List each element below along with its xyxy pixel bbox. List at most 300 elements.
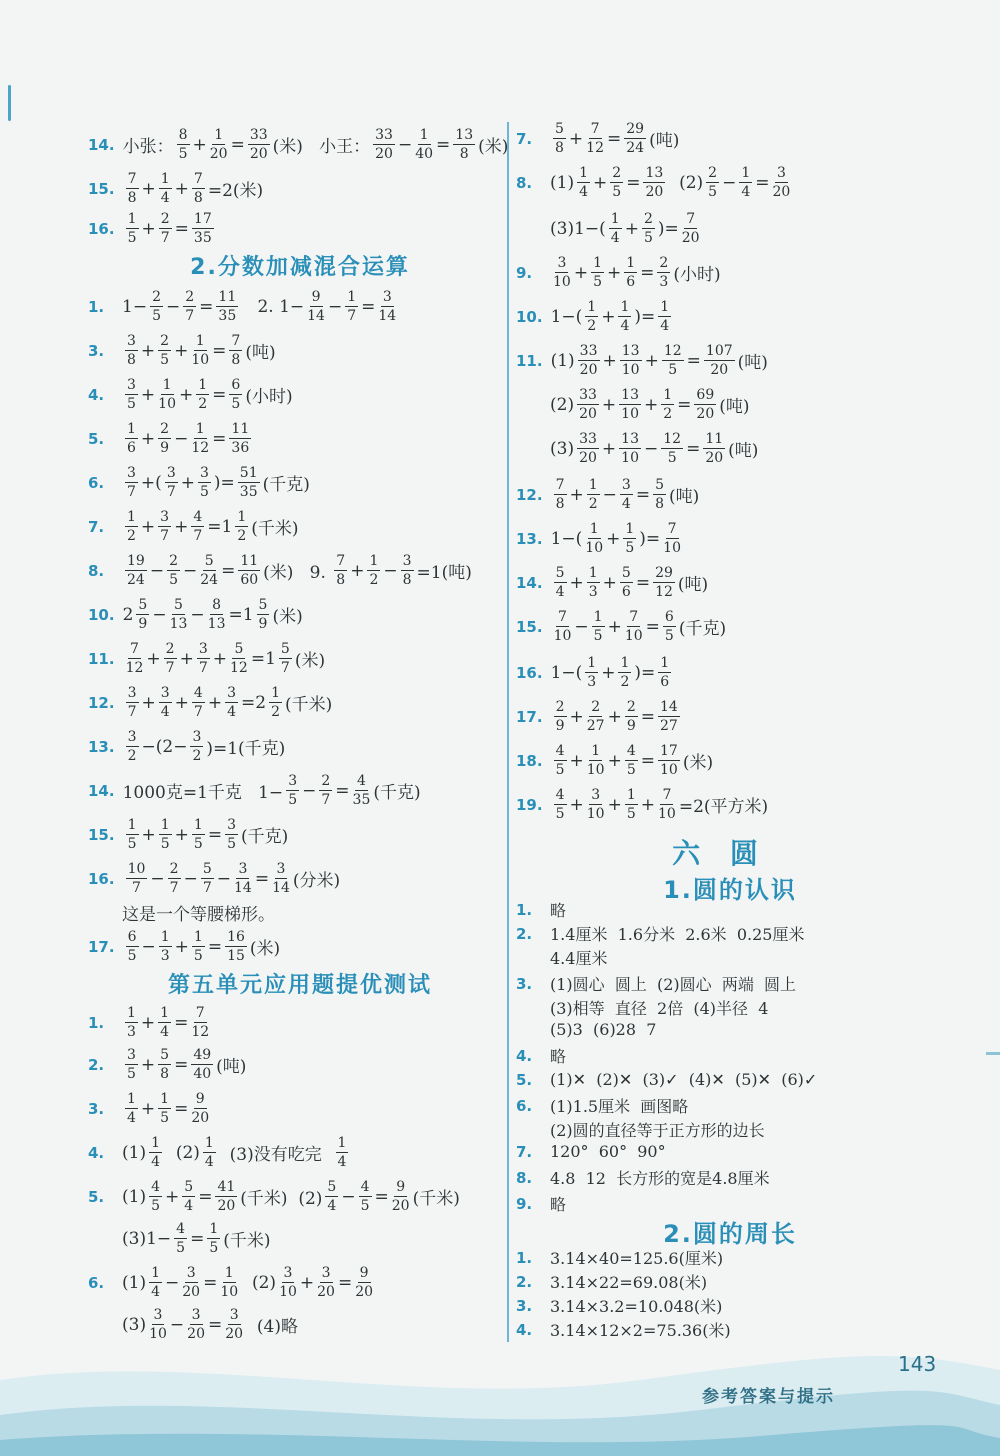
numerator: 4 <box>360 1179 370 1195</box>
answer-item <box>516 1094 688 1117</box>
answer-expression <box>122 290 399 323</box>
numerator: 2 <box>659 255 669 271</box>
answer-expression <box>122 1308 298 1341</box>
answer-item <box>516 744 713 777</box>
fraction <box>149 1308 167 1341</box>
numerator: 5 <box>234 641 244 657</box>
answer-item <box>516 656 674 689</box>
expression-text: (吨) <box>719 397 750 417</box>
denominator: 5 <box>151 1198 161 1214</box>
expression-text: = <box>212 340 227 361</box>
denominator: 4 <box>227 704 237 720</box>
numerator: 2 <box>643 211 653 227</box>
answer-text: 4.4厘米 <box>550 949 608 968</box>
numerator: 33 <box>579 431 597 447</box>
denominator: 35 <box>239 484 258 500</box>
fraction <box>165 466 178 499</box>
fraction <box>703 432 725 465</box>
expression-text: + <box>179 384 194 405</box>
expression-text: (米) <box>272 607 303 627</box>
denominator: 7 <box>198 660 208 676</box>
denominator: 2 <box>588 496 598 512</box>
numerator: 2 <box>612 165 622 181</box>
fraction <box>230 642 248 675</box>
denominator: 10 <box>663 540 681 556</box>
answer-expression <box>551 566 709 599</box>
fraction <box>554 744 567 777</box>
answer-expression <box>550 432 758 465</box>
denominator: 9 <box>258 616 268 632</box>
fraction <box>554 788 567 821</box>
fraction <box>662 344 684 377</box>
item-number: 4. <box>516 1046 533 1065</box>
denominator: 9 <box>555 718 565 734</box>
fraction <box>336 1136 349 1169</box>
expression-text: = <box>199 296 214 317</box>
footer-label: 参考答案与提示 <box>702 1387 835 1407</box>
denominator: 14 <box>234 880 252 896</box>
denominator: 5 <box>160 836 170 852</box>
item-number: 10. <box>88 605 115 624</box>
answer-item <box>88 466 310 499</box>
denominator: 5 <box>178 146 188 162</box>
fraction <box>182 1266 200 1299</box>
expression-text: = <box>361 296 376 317</box>
numerator: 7 <box>195 1005 205 1021</box>
answer-item <box>88 774 421 807</box>
numerator: 1 <box>591 743 601 759</box>
fraction <box>373 128 395 161</box>
expression-text: + <box>601 662 616 683</box>
expression-text: (2) <box>668 172 704 193</box>
item-number: 6. <box>88 473 105 492</box>
expression-text: )= <box>657 218 679 239</box>
expression-text: + <box>140 516 156 537</box>
denominator: 10 <box>621 450 639 466</box>
numerator: 29 <box>655 565 673 581</box>
answer-text: 3.14×3.2=10.048(米) <box>550 1297 723 1316</box>
item-number: 12. <box>516 485 543 504</box>
denominator: 5 <box>152 308 161 324</box>
denominator: 2 <box>587 318 597 334</box>
expression-text: + <box>601 394 617 415</box>
answer-item <box>88 510 299 543</box>
denominator: 10 <box>586 762 605 778</box>
numerator: 1 <box>620 655 630 671</box>
answer-item <box>516 1142 666 1161</box>
expression-text: (小时) <box>673 265 721 285</box>
fraction <box>225 686 238 719</box>
denominator: 13 <box>207 616 226 632</box>
fraction <box>207 1222 220 1255</box>
fraction <box>642 212 655 245</box>
expression-text: (千米) <box>412 1189 460 1209</box>
item-number: 2. <box>88 1055 105 1074</box>
fraction <box>578 344 600 377</box>
expression-text: = <box>436 134 451 155</box>
denominator: 7 <box>160 528 170 544</box>
fraction <box>168 862 181 895</box>
numerator: 33 <box>375 127 393 143</box>
fraction <box>378 290 396 323</box>
numerator: 3 <box>127 377 136 393</box>
expression-text: 这是一个等腰梯形。 <box>122 905 275 925</box>
fraction <box>191 510 204 543</box>
expression-text: − <box>169 1314 185 1335</box>
item-number: 5. <box>516 1070 533 1089</box>
denominator: 5 <box>127 230 137 246</box>
fraction <box>125 510 138 543</box>
denominator: 9 <box>138 616 148 632</box>
expression-text: = <box>686 438 701 459</box>
answer-item <box>516 946 607 969</box>
expression-text: + <box>644 350 659 371</box>
fraction <box>158 1006 171 1039</box>
expression-text: + <box>192 134 207 155</box>
denominator: 3 <box>588 584 598 600</box>
denominator: 2 <box>271 704 280 720</box>
answer-expression <box>123 862 341 895</box>
denominator: 7 <box>321 792 331 808</box>
numerator: 13 <box>645 165 664 181</box>
answer-item <box>516 1118 765 1141</box>
denominator: 7 <box>202 880 212 896</box>
numerator: 6 <box>127 929 137 945</box>
expression-text: (2) <box>550 394 575 415</box>
numerator: 4 <box>555 787 565 803</box>
numerator: 3 <box>382 289 392 305</box>
answer-item <box>88 128 508 161</box>
fraction <box>577 432 599 465</box>
denominator: 5 <box>199 484 209 500</box>
denominator: 5 <box>193 836 203 852</box>
answer-expression <box>551 478 700 511</box>
expression-text: + <box>140 1098 156 1119</box>
expression-text: (米) <box>294 651 326 671</box>
expression-text: + <box>141 824 156 845</box>
item-number: 4. <box>88 385 105 404</box>
expression-text: + <box>569 706 584 727</box>
numerator: 2 <box>591 699 601 715</box>
expression-text: + <box>606 528 621 549</box>
expression-text: (千米) <box>251 519 299 539</box>
expression-text: (千克) <box>262 475 310 495</box>
numerator: 3 <box>127 685 137 701</box>
fraction <box>658 300 671 333</box>
answer-item <box>516 700 683 733</box>
expression-text: 小张： <box>122 137 174 157</box>
denominator: 4 <box>160 1024 170 1040</box>
denominator: 4 <box>610 230 620 246</box>
numerator: 5 <box>174 597 183 613</box>
expression-text: = <box>207 936 223 957</box>
numerator: 3 <box>127 1047 136 1063</box>
expression-text: (千米) (2) <box>240 1189 323 1209</box>
fraction <box>159 686 172 719</box>
fraction <box>334 554 347 587</box>
fraction <box>355 1266 373 1299</box>
denominator: 5 <box>555 762 565 778</box>
item-number: 13. <box>516 529 543 548</box>
expression-text: + <box>624 218 639 239</box>
expression-text: = <box>212 384 227 405</box>
fraction <box>158 510 171 543</box>
denominator: 20 <box>187 1326 205 1342</box>
item-number: 1. <box>88 1013 105 1032</box>
numerator: 6 <box>231 377 241 393</box>
denominator: 8 <box>402 572 412 588</box>
numerator: 1 <box>741 165 751 181</box>
answer-expression <box>551 522 684 555</box>
denominator: 2 <box>369 572 379 588</box>
denominator: 14 <box>378 308 397 324</box>
denominator: 27 <box>660 718 678 734</box>
denominator: 20 <box>225 1326 244 1342</box>
numerator: 3 <box>321 1265 331 1281</box>
denominator: 5 <box>227 836 237 852</box>
denominator: 5 <box>209 1240 219 1256</box>
fraction <box>345 290 358 323</box>
denominator: 2 <box>127 748 137 764</box>
fraction <box>200 554 218 587</box>
fraction <box>610 166 623 199</box>
numerator: 1 <box>151 1135 161 1151</box>
denominator: 5 <box>193 948 203 964</box>
numerator: 1 <box>160 817 170 833</box>
answer-item <box>516 996 768 1019</box>
denominator: 20 <box>772 184 791 200</box>
denominator: 6 <box>127 440 136 456</box>
denominator: 4 <box>337 1154 347 1170</box>
denominator: 4 <box>184 1198 194 1214</box>
fraction <box>150 290 163 323</box>
denominator: 12 <box>191 440 210 456</box>
fraction <box>191 1006 209 1039</box>
item-number: 8. <box>88 561 105 580</box>
numerator: 7 <box>667 521 677 537</box>
denominator: 8 <box>127 190 137 206</box>
denominator: 5 <box>625 540 635 556</box>
fraction <box>164 642 177 675</box>
answer-text: (1)1.5厘米 画图略 <box>550 1097 689 1116</box>
item-number: 2. <box>516 1272 533 1291</box>
item-number: 1. <box>516 1248 533 1267</box>
numerator: 2 <box>185 289 195 305</box>
fraction <box>238 554 260 587</box>
expression-text: − <box>183 560 198 581</box>
fraction <box>159 172 172 205</box>
heading-unit5-test: 第五单元应用题提优测试 <box>167 973 432 998</box>
page-number: 143 <box>898 1352 937 1376</box>
denominator: 7 <box>280 660 290 676</box>
item-number: 2. <box>516 924 533 943</box>
fraction <box>125 1092 138 1125</box>
numerator: 4 <box>151 1179 161 1195</box>
fraction <box>201 862 214 895</box>
answer-expression <box>122 1048 246 1081</box>
numerator: 1 <box>347 289 357 305</box>
expression-text: (3)1−( <box>550 218 606 239</box>
answer-item <box>516 1270 707 1293</box>
answer-text: 3.14×12×2=75.36(米) <box>550 1321 731 1340</box>
fraction <box>159 818 172 851</box>
numerator: 7 <box>193 171 203 187</box>
denominator: 4 <box>579 184 589 200</box>
expression-text: = <box>207 824 223 845</box>
fraction <box>125 554 147 587</box>
footer-wave <box>0 1340 1000 1456</box>
numerator: 19 <box>127 553 145 569</box>
numerator: 9 <box>195 1091 205 1107</box>
fraction <box>553 122 566 155</box>
expression-text: (1) <box>122 1186 147 1207</box>
denominator: 20 <box>391 1198 410 1214</box>
answer-text: 略 <box>550 1195 567 1214</box>
fraction <box>587 744 605 777</box>
numerator: 1 <box>589 521 599 537</box>
fraction <box>620 344 642 377</box>
numerator: 7 <box>662 787 672 803</box>
answer-item <box>516 788 768 821</box>
expression-text: = <box>635 484 651 505</box>
answer-text: 4.8 12 长方形的宽是4.8厘米 <box>550 1169 770 1188</box>
fraction <box>174 1222 187 1255</box>
fraction <box>159 930 172 963</box>
fraction <box>739 166 752 199</box>
expression-text: + <box>568 128 584 149</box>
expression-text: − <box>141 936 156 957</box>
item-number: 8. <box>516 1168 533 1187</box>
numerator: 5 <box>184 1179 194 1195</box>
answer-expression <box>123 730 286 763</box>
fraction <box>706 166 719 199</box>
fraction <box>191 1092 209 1125</box>
item-number: 1. <box>88 297 105 316</box>
fraction <box>658 656 671 689</box>
numerator: 1 <box>660 655 670 671</box>
numerator: 7 <box>555 477 565 493</box>
expression-text: − <box>183 868 198 889</box>
expression-text: 1000克=1千克 1− <box>122 783 284 803</box>
item-number: 5. <box>88 1187 105 1206</box>
numerator: 29 <box>626 121 645 137</box>
denominator: 24 <box>200 572 219 588</box>
answer-item <box>516 1318 731 1341</box>
fraction <box>187 1308 205 1341</box>
denominator: 5 <box>593 274 602 290</box>
expression-text: − <box>397 134 413 155</box>
fraction <box>158 1048 171 1081</box>
fraction <box>317 1266 335 1299</box>
expression-text: +( <box>140 472 162 493</box>
answer-expression <box>123 598 303 631</box>
numerator: 1 <box>195 333 205 349</box>
expression-text: = <box>626 172 641 193</box>
answer-expression <box>550 256 721 289</box>
answer-expression <box>123 172 264 205</box>
denominator: 7 <box>127 704 137 720</box>
numerator: 1 <box>127 817 137 833</box>
numerator: 1 <box>588 565 598 581</box>
expression-text: = <box>374 1186 389 1207</box>
answer-text: (1)✕ (2)✕ (3)✓ (4)✕ (5)✕ (6)✓ <box>550 1070 818 1089</box>
item-number: 18. <box>516 751 543 770</box>
numerator: 11 <box>240 553 259 569</box>
expression-text: = <box>174 1098 189 1119</box>
numerator: 1 <box>660 299 670 315</box>
numerator: 3 <box>153 1307 163 1323</box>
answer-item <box>516 1246 723 1269</box>
denominator: 9 <box>626 718 636 734</box>
expression-text: − <box>327 296 343 317</box>
expression-text: 2. 1− <box>241 296 305 317</box>
answer-expression <box>550 122 679 155</box>
denominator: 24 <box>127 572 145 588</box>
denominator: 10 <box>658 806 676 822</box>
answer-text: 3.14×40=125.6(厘米) <box>550 1249 724 1268</box>
expression-text: − <box>602 484 617 505</box>
item-number: 3. <box>88 1099 105 1118</box>
expression-text: =1 <box>207 516 233 537</box>
numerator: 8 <box>178 127 188 143</box>
numerator: 33 <box>249 127 268 143</box>
fraction <box>609 212 622 245</box>
numerator: 3 <box>591 787 601 803</box>
fraction <box>225 818 238 851</box>
numerator: 3 <box>227 817 237 833</box>
numerator: 1 <box>610 211 620 227</box>
numerator: 1 <box>237 509 247 525</box>
fraction <box>197 642 210 675</box>
denominator: 5 <box>127 396 136 412</box>
fraction <box>653 566 675 599</box>
expression-text: (2) <box>241 1272 277 1293</box>
fraction <box>159 212 172 245</box>
denominator: 8 <box>193 190 203 206</box>
fraction <box>682 212 700 245</box>
denominator: 7 <box>127 484 136 500</box>
numerator: 1 <box>593 609 603 625</box>
answer-expression <box>551 656 675 689</box>
answer-expression <box>123 774 421 807</box>
fraction <box>203 1136 216 1169</box>
answer-text: 120° 60° 90° <box>550 1142 666 1161</box>
answer-item <box>88 422 254 455</box>
numerator: 1 <box>588 477 598 493</box>
denominator: 2 <box>237 528 247 544</box>
denominator: 6 <box>626 274 636 290</box>
fraction <box>192 686 205 719</box>
fraction <box>620 478 633 511</box>
expression-text: = <box>686 350 701 371</box>
expression-text: + <box>179 648 194 669</box>
expression-text: = <box>607 128 622 149</box>
denominator: 20 <box>375 146 393 162</box>
fraction <box>208 598 226 631</box>
numerator: 5 <box>160 1047 170 1063</box>
item-number: 9. <box>516 263 533 282</box>
fraction <box>401 554 414 587</box>
fraction <box>167 554 180 587</box>
expression-text: = <box>640 706 655 727</box>
numerator: 2 <box>708 165 718 181</box>
expression-text: (吨) <box>728 441 759 461</box>
expression-text: − <box>341 1186 356 1207</box>
answer-expression <box>123 930 281 963</box>
numerator: 5 <box>621 565 631 581</box>
fraction <box>149 1266 162 1299</box>
denominator: 8 <box>459 146 469 162</box>
